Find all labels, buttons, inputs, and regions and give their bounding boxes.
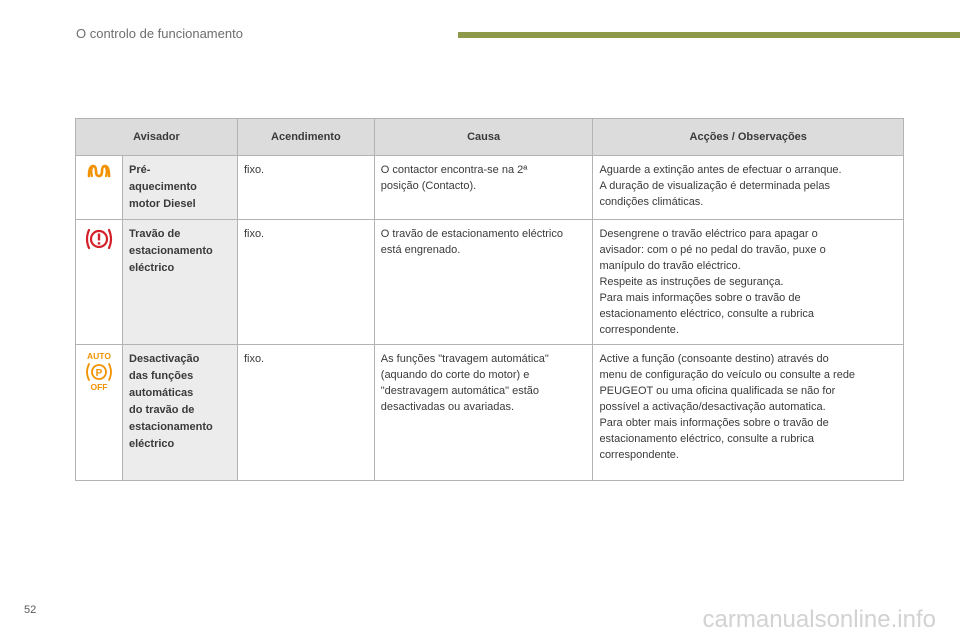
warning-lighting: fixo. [237,220,374,345]
table-row [76,345,904,481]
warning-lighting: fixo. [237,345,374,481]
electric-parking-brake-icon [84,226,114,252]
glow-plug-icon [85,162,113,180]
warning-lighting: fixo. [237,156,374,220]
auto-icon-text-top: AUTO [87,351,111,361]
warning-lights-table [75,118,904,481]
warning-cause: O travão de estacionamento eléctrico está engrenado. [374,220,593,345]
auto-icon-text-mid: P [95,368,103,379]
warning-cause: As funções "travagem automática" (aquando do corte do motor) e "destravagem automática" estão desactivadas ou avariadas. [374,345,593,481]
page-number: 52 [24,604,37,616]
auto-icon-text-bottom: OFF [90,382,108,392]
column-header-accoes: Acções / Observações [593,119,904,156]
auto-p-off-icon [82,351,116,393]
icon-cell [76,220,123,345]
table-row [76,220,904,345]
icon-cell [76,345,123,481]
column-header-avisador: Avisador [76,119,238,156]
warning-actions: Active a função (consoante destino) através do menu de configuração do veículo ou consulte a rede PEUGEOT ou uma oficina qualificada se não for possível a activação/desactivação automatica. Para obter mais informações sobre o travão de estacionamento eléctrico, consulte a rubrica correspondente. [593,345,904,481]
page-header-title: O controlo de funcionamento [76,26,243,41]
warning-name: Pré- aquecimento motor Diesel [123,156,238,220]
warning-name: Desactivação das funções automáticas do travão de estacionamento eléctrico [123,345,238,481]
watermark: carmanualsonline.info [702,606,936,633]
warning-cause: O contactor encontra-se na 2ª posição (Contacto). [374,156,593,220]
icon-cell [76,156,123,220]
table-header-row [76,119,904,156]
warning-actions: Aguarde a extinção antes de efectuar o arranque. A duração de visualização é determinada pelas condições climáticas. [593,156,904,220]
header-accent-bar [458,32,960,38]
warning-actions: Desengrene o travão eléctrico para apagar o avisador: com o pé no pedal do travão, puxe o manípulo do travão eléctrico. Respeite as instruções de segurança. Para mais informações sobre o travão de estacionamento eléctrico, consulte a rubrica correspondente. [593,220,904,345]
table-row [76,156,904,220]
column-header-acendimento: Acendimento [237,119,374,156]
column-header-causa: Causa [374,119,593,156]
warning-name: Travão de estacionamento eléctrico [123,220,238,345]
